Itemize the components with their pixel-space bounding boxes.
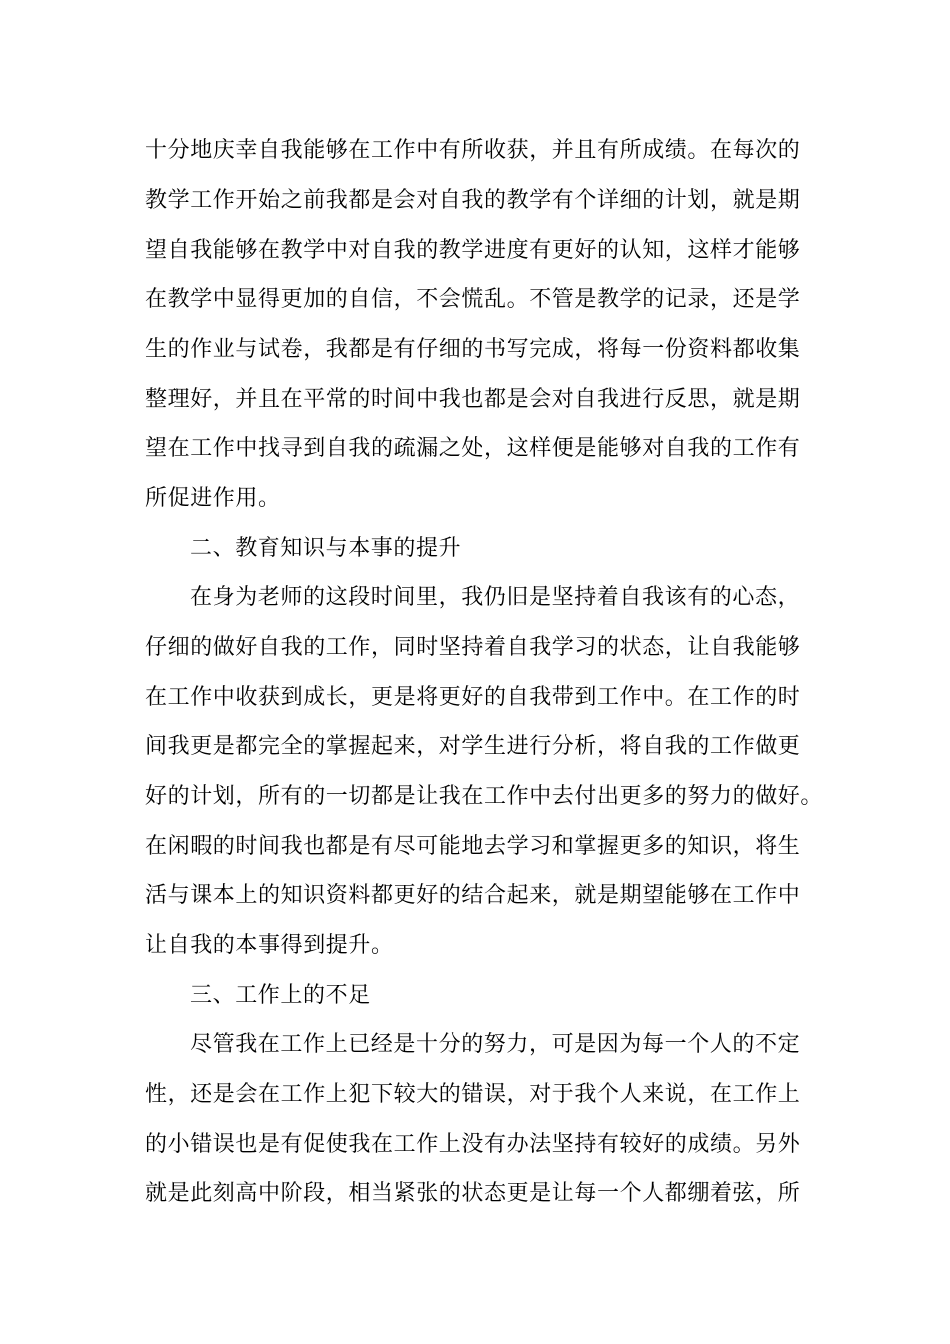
paragraph-line: 在闲暇的时间我也都是有尽可能地去学习和掌握更多的知识，将生 — [145, 834, 801, 859]
paragraph-line: 在身为老师的这段时间里，我仍旧是坚持着自我该有的心态， — [190, 585, 801, 610]
paragraph-line: 让自我的本事得到提升。 — [145, 933, 394, 958]
section-heading: 三、工作上的不足 — [190, 983, 371, 1008]
paragraph-line: 活与课本上的知识资料都更好的结合起来，就是期望能够在工作中 — [145, 883, 801, 908]
paragraph-line: 就是此刻高中阶段，相当紧张的状态更是让每一个人都绷着弦，所 — [145, 1181, 801, 1206]
paragraph-line: 望自我能够在教学中对自我的教学进度有更好的认知，这样才能够 — [145, 238, 801, 263]
section-heading: 二、教育知识与本事的提升 — [190, 536, 462, 561]
paragraph-line: 性，还是会在工作上犯下较大的错误，对于我个人来说，在工作上 — [145, 1082, 801, 1107]
paragraph-line: 望在工作中找寻到自我的疏漏之处，这样便是能够对自我的工作有 — [145, 436, 801, 461]
paragraph-line: 好的计划，所有的一切都是让我在工作中去付出更多的努力的做好。 — [145, 784, 824, 809]
paragraph-line: 在教学中显得更加的自信，不会慌乱。不管是教学的记录，还是学 — [145, 287, 801, 312]
paragraph-line: 所促进作用。 — [145, 486, 281, 511]
paragraph-line: 教学工作开始之前我都是会对自我的教学有个详细的计划，就是期 — [145, 188, 801, 213]
paragraph-line: 尽管我在工作上已经是十分的努力，可是因为每一个人的不定 — [190, 1032, 801, 1057]
paragraph-line: 的小错误也是有促使我在工作上没有办法坚持有较好的成绩。另外 — [145, 1132, 801, 1157]
paragraph-line: 十分地庆幸自我能够在工作中有所收获，并且有所成绩。在每次的 — [145, 138, 801, 163]
paragraph-line: 仔细的做好自我的工作，同时坚持着自我学习的状态，让自我能够 — [145, 635, 801, 660]
paragraph-line: 间我更是都完全的掌握起来，对学生进行分析，将自我的工作做更 — [145, 734, 801, 759]
paragraph-line: 在工作中收获到成长，更是将更好的自我带到工作中。在工作的时 — [145, 685, 801, 710]
paragraph-line: 生的作业与试卷，我都是有仔细的书写完成，将每一份资料都收集 — [145, 337, 801, 362]
paragraph-line: 整理好，并且在平常的时间中我也都是会对自我进行反思，就是期 — [145, 387, 801, 412]
